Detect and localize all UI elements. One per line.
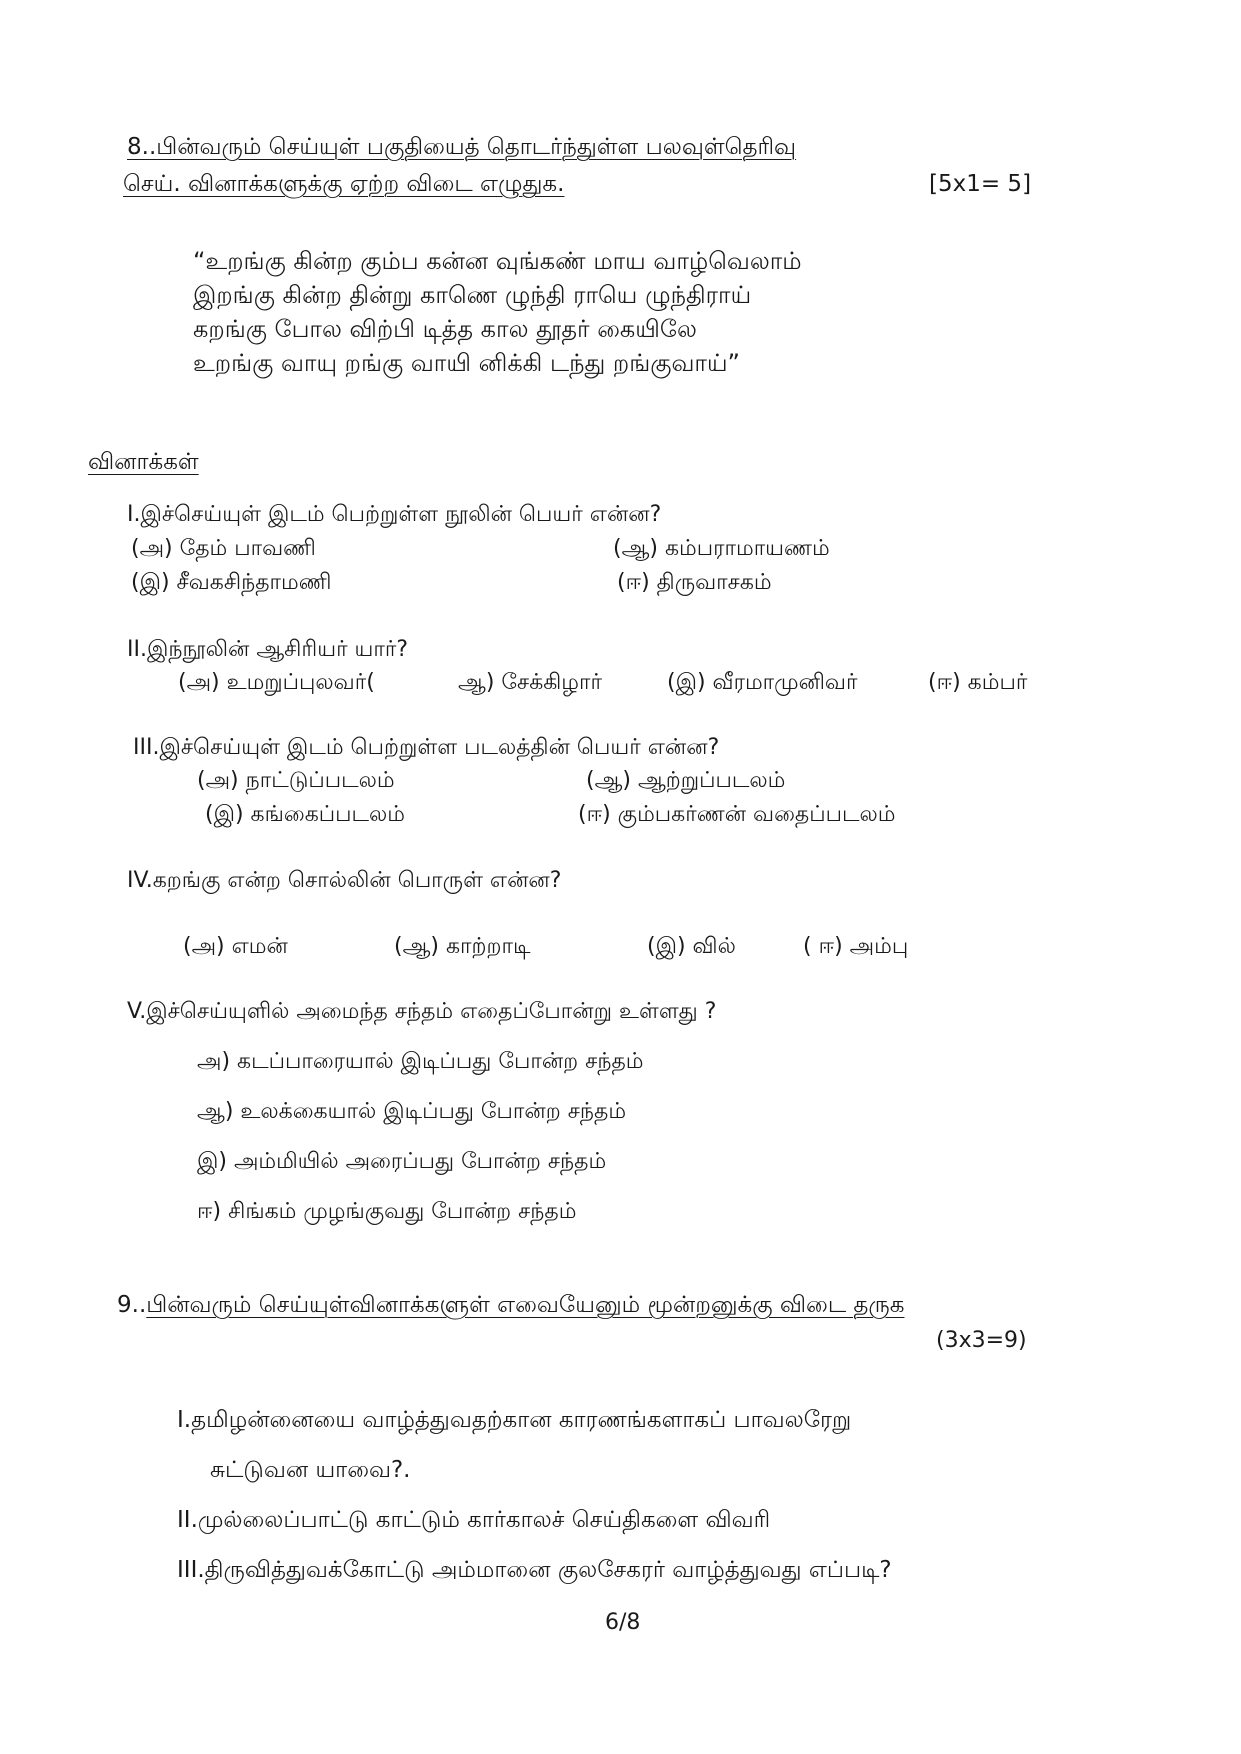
- question-4-option-a: (அ) எமன்: [183, 934, 288, 959]
- q8-title-line1: 8..பின்வரும் செய்யுள் பகுதியைத் தொடர்ந்துள்ள பலவுள்தெரிவு: [127, 134, 797, 160]
- question-1: I.இச்செய்யுள் இடம் பெற்றுள்ள நூலின் பெயர் என்ன?: [127, 502, 662, 527]
- poem-line-2: இறங்கு கின்ற தின்று காணெ ழுந்தி ராயெ ழுந்திராய்: [193, 281, 752, 309]
- q9-question-1-line2: சுட்டுவன யாவை?.: [210, 1457, 411, 1483]
- q8-title-line2: செய். வினாக்களுக்கு ஏற்ற விடை எழுதுக.: [123, 171, 565, 197]
- question-2-option-a: (அ) உமறுப்புலவர்(: [178, 670, 375, 695]
- question-4-option-d: ( ஈ) அம்பு: [803, 934, 909, 959]
- question-5-option-a: அ) கடப்பாரையால் இடிப்பது போன்ற சந்தம்: [197, 1049, 644, 1074]
- question-3-option-c: (இ) கங்கைப்படலம்: [205, 802, 406, 827]
- q9-title: [117, 1290, 904, 1320]
- question-5: V.இச்செய்யுளில் அமைந்த சந்தம் எதைப்போன்று உள்ளது ?: [127, 999, 717, 1024]
- questions-heading: வினாக்கள்: [88, 449, 199, 475]
- page-number: 6/8: [605, 1610, 641, 1635]
- question-4-option-c: (இ) வில்: [647, 934, 736, 959]
- question-5-option-d: ஈ) சிங்கம் முழங்குவது போன்ற சந்தம்: [197, 1199, 577, 1224]
- question-4: IV.கறங்கு என்ற சொல்லின் பொருள் என்ன?: [127, 868, 562, 893]
- poem-line-1: “உறங்கு கின்ற கும்ப கன்ன வுங்கண் மாய வாழ்வெலாம்: [193, 247, 802, 275]
- question-3: III.இச்செய்யுள் இடம் பெற்றுள்ள படலத்தின் பெயர் என்ன?: [133, 735, 720, 760]
- q9-number: 9..: [117, 1292, 147, 1318]
- question-2-option-b: ஆ) சேக்கிழார்: [458, 670, 602, 695]
- question-5-option-b: ஆ) உலக்கையால் இடிப்பது போன்ற சந்தம்: [197, 1099, 627, 1124]
- question-2: II.இந்நூலின் ஆசிரியர் யார்?: [127, 637, 409, 662]
- question-1-option-d: (ஈ) திருவாசகம்: [617, 570, 772, 595]
- question-1-option-b: (ஆ) கம்பராமாயணம்: [613, 536, 830, 561]
- q9-marks: (3x3=9): [936, 1328, 1027, 1353]
- q9-title-text: பின்வரும் செய்யுள்வினாக்களுள் எவையேனும் மூன்றனுக்கு விடை தருக: [146, 1292, 905, 1318]
- question-3-option-b: (ஆ) ஆற்றுப்படலம்: [586, 768, 786, 793]
- poem-line-4: உறங்கு வாயு றங்கு வாயி னிக்கி டந்து றங்குவாய்”: [193, 349, 740, 377]
- question-2-option-d: (ஈ) கம்பர்: [928, 670, 1028, 695]
- question-2-option-c: (இ) வீரமாமுனிவர்: [667, 670, 858, 695]
- question-3-option-a: (அ) நாட்டுப்படலம்: [197, 768, 395, 793]
- q9-question-1-line1: I.தமிழன்னையை வாழ்த்துவதற்கான காரணங்களாகப் பாவலரேறு: [177, 1407, 852, 1433]
- question-4-option-b: (ஆ) காற்றாடி: [394, 934, 531, 959]
- question-5-option-c: இ) அம்மியில் அரைப்பது போன்ற சந்தம்: [197, 1149, 607, 1174]
- question-1-option-a: (அ) தேம் பாவணி: [131, 536, 316, 561]
- question-1-option-c: (இ) சீவகசிந்தாமணி: [131, 570, 332, 595]
- q9-question-2: II.முல்லைப்பாட்டு காட்டும் கார்காலச் செய்திகளை விவரி: [177, 1507, 771, 1533]
- question-3-option-d: (ஈ) கும்பகர்ணன் வதைப்படலம்: [578, 802, 896, 827]
- q9-question-3: III.திருவித்துவக்கோட்டு அம்மானை குலசேகரர் வாழ்த்துவது எப்படி?: [177, 1557, 892, 1583]
- q8-marks: [5x1= 5]: [929, 171, 1032, 197]
- poem-line-3: கறங்கு போல விற்பி டித்த கால தூதர் கையிலே: [193, 315, 697, 343]
